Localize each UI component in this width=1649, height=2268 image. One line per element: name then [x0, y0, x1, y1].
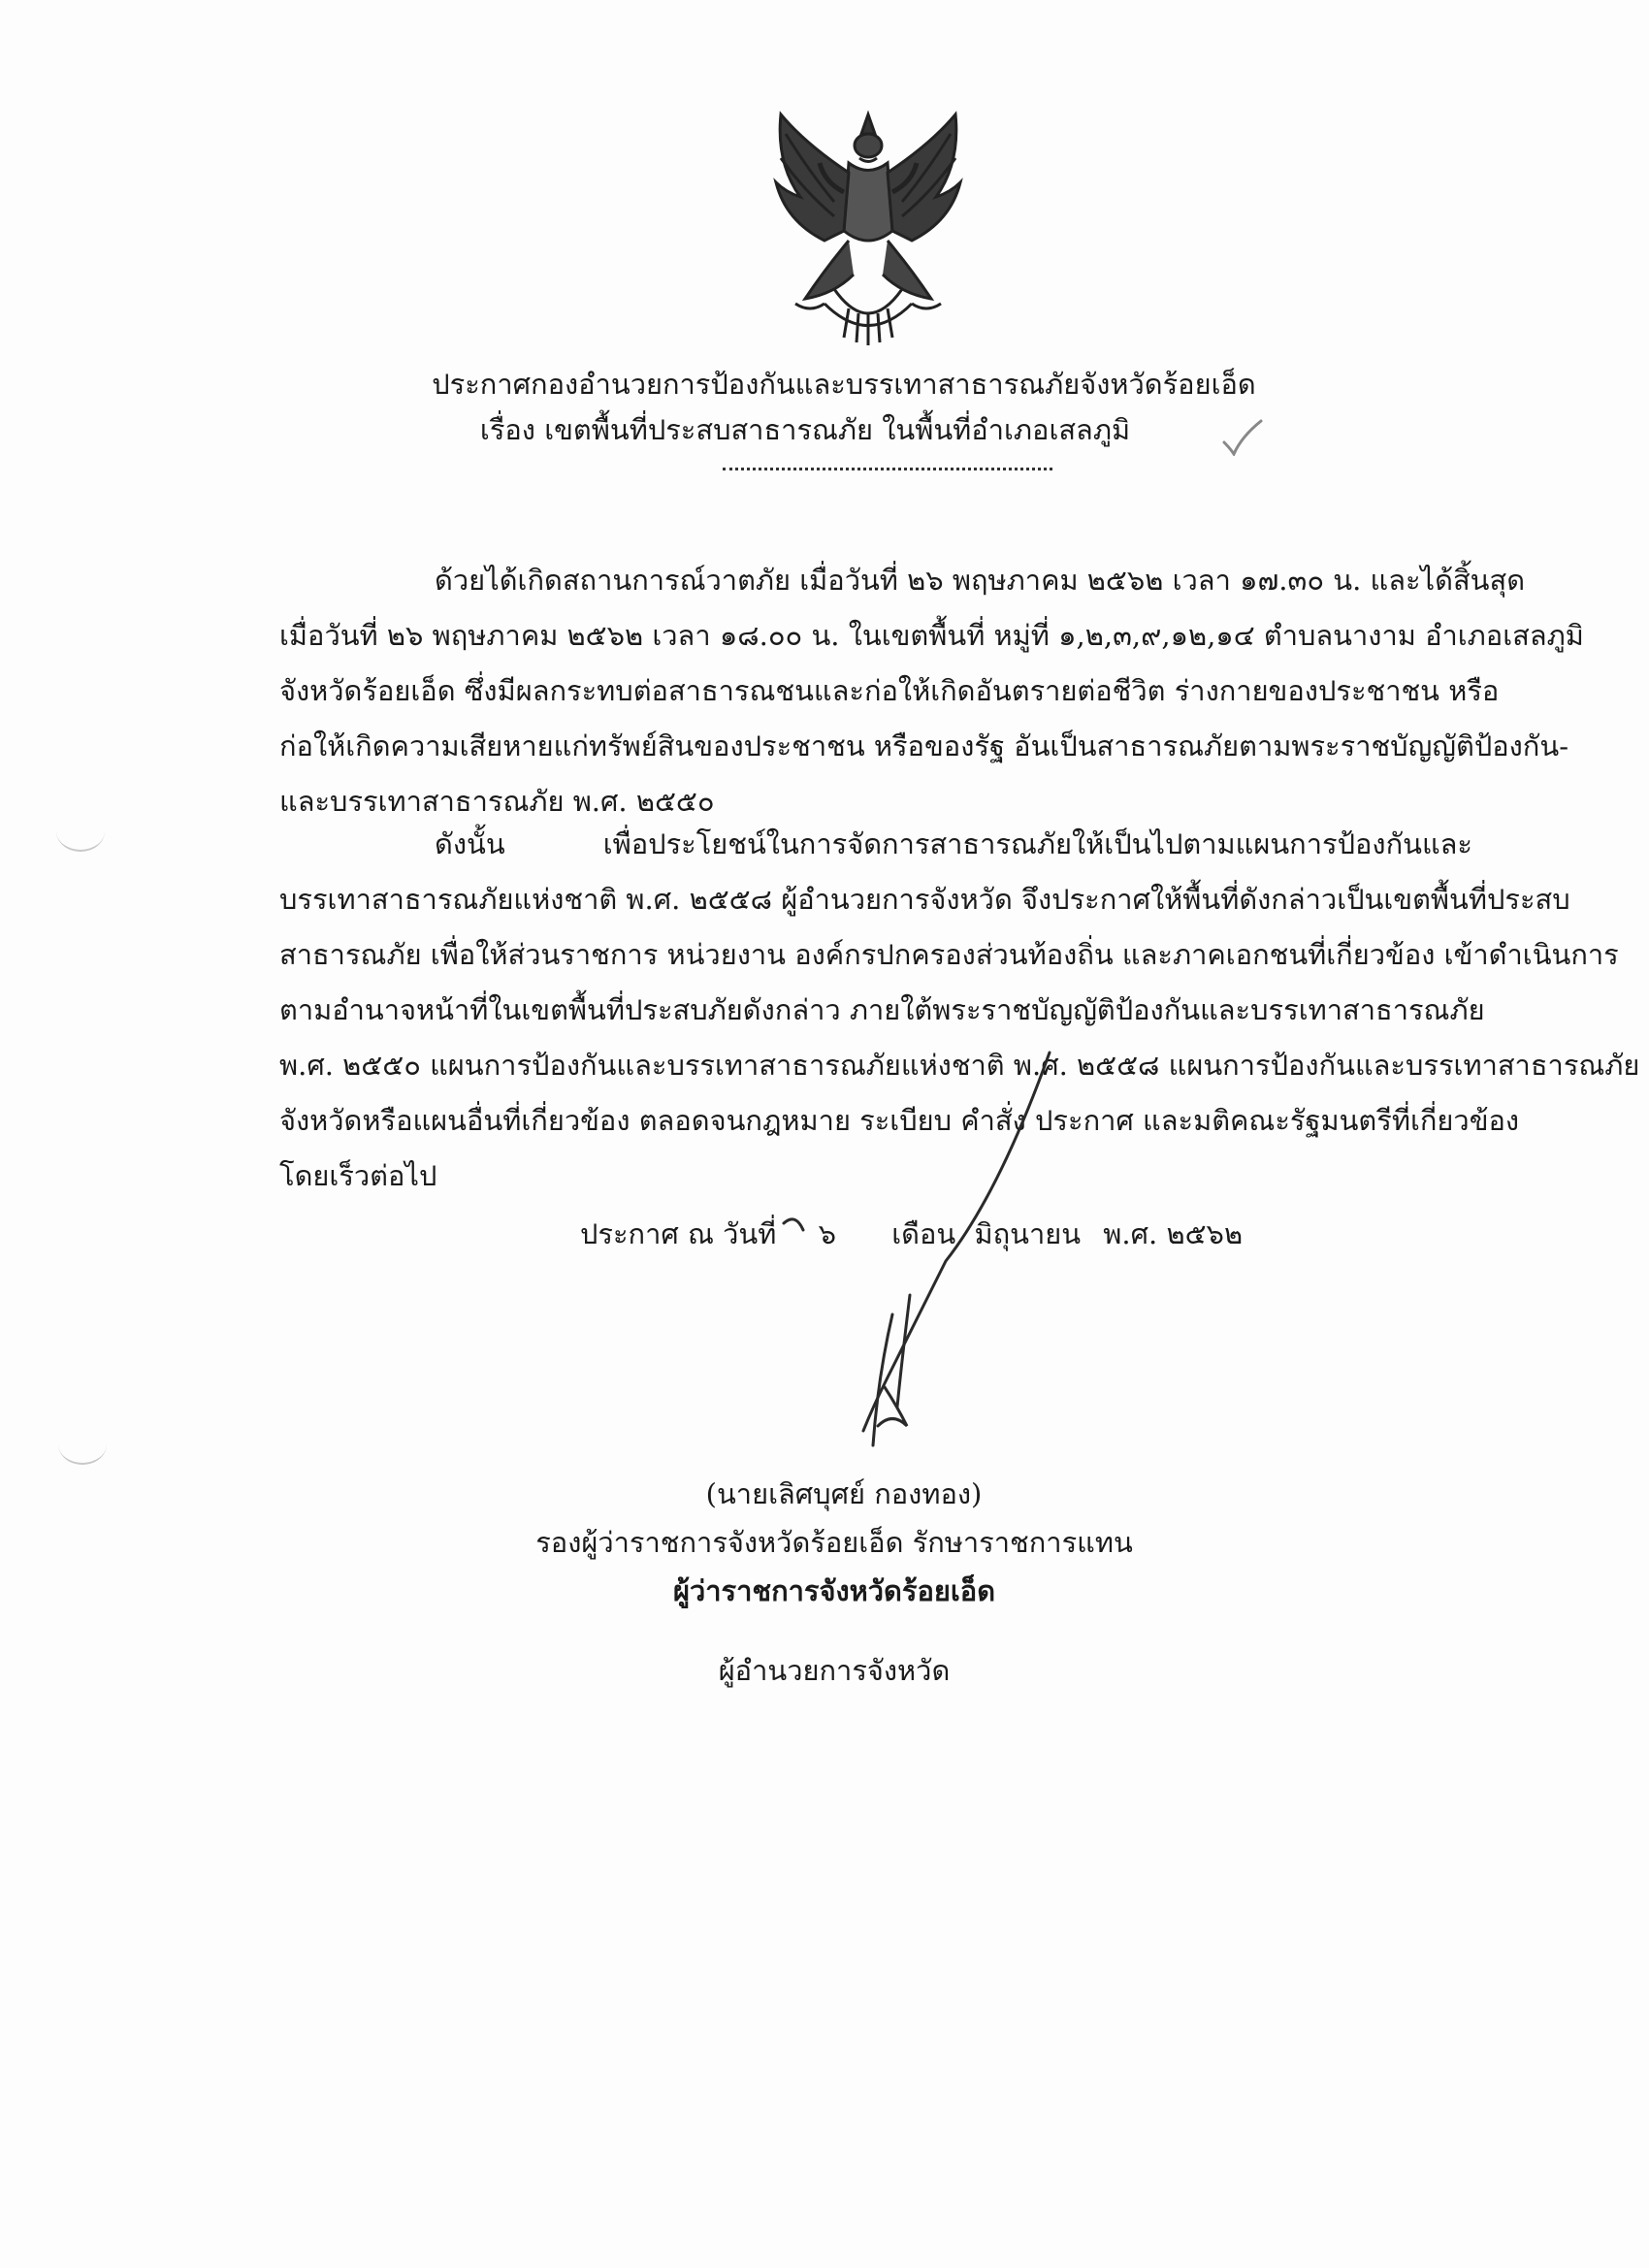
paragraph-line: บรรเทาสาธารณภัยแห่งชาติ พ.ศ. ๒๕๕๘ ผู้อำนวยการจังหวัด จึงประกาศให้พื้นที่ดังกล่าวเป็นเขตพื้นที่ประสบ — [279, 883, 1570, 916]
garuda-emblem-icon — [766, 105, 970, 347]
announcement-subject: เรื่อง เขตพื้นที่ประสบสาธารณภัย ในพื้นที่อำเภอเสลภูมิ — [479, 413, 1131, 446]
signer-name: (นายเลิศบุศย์ กองทอง) — [705, 1477, 983, 1510]
signer-position-2: ผู้ว่าราชการจังหวัดร้อยเอ็ด — [672, 1574, 996, 1607]
signer-position-1: รองผู้ว่าราชการจังหวัดร้อยเอ็ด รักษาราชการแทน — [535, 1526, 1133, 1559]
paragraph-1 — [279, 553, 1584, 829]
dateline-day: ๖ — [818, 1217, 837, 1250]
paragraph-line: ก่อให้เกิดความเสียหายแก่ทรัพย์สินของประชาชน หรือของรัฐ อันเป็นสาธารณภัยตามพระราชบัญญัติป้องกัน- — [279, 729, 1568, 762]
paragraph-2 — [279, 817, 1640, 1204]
paragraph-line: และบรรเทาสาธารณภัย พ.ศ. ๒๕๕๐ — [279, 785, 715, 818]
paragraph-line: จังหวัดหรือแผนอื่นที่เกี่ยวข้อง ตลอดจนกฎหมาย ระเบียบ คำสั่ง ประกาศ และมติคณะรัฐมนตรีที่เกี่ยวข้อง — [279, 1104, 1520, 1137]
paragraph-line: ด้วยได้เกิดสถานการณ์วาตภัย เมื่อวันที่ ๒๖ พฤษภาคม ๒๕๖๒ เวลา ๑๗.๓๐ น. และได้สิ้นสุด — [435, 564, 1526, 597]
dateline-prefix: ประกาศ ณ วันที่ — [580, 1217, 777, 1250]
checkmark-icon — [1220, 417, 1263, 456]
paragraph-line: จังหวัดร้อยเอ็ด ซึ่งมีผลกระทบต่อสาธารณชนและก่อให้เกิดอันตรายต่อชีวิต ร่างกายของประชาชน หรือ — [279, 674, 1500, 707]
paragraph-line: พ.ศ. ๒๕๕๐ แผนการป้องกันและบรรเทาสาธารณภัยแห่งชาติ พ.ศ. ๒๕๕๘ แผนการป้องกันและบรรเทาสาธารณภัย — [279, 1049, 1640, 1082]
announcement-title: ประกาศกองอำนวยการป้องกันและบรรเทาสาธารณภัยจังหวัดร้อยเอ็ด — [432, 368, 1256, 401]
paragraph-line: สาธารณภัย เพื่อให้ส่วนราชการ หน่วยงาน องค์กรปกครองส่วนท้องถิ่น และภาคเอกชนที่เกี่ยวข้อง เข้าดำเนินการ — [279, 938, 1619, 971]
dateline-year: พ.ศ. ๒๕๖๒ — [1103, 1217, 1244, 1250]
paragraph-line: โดยเร็วต่อไป — [279, 1159, 437, 1192]
title-separator — [723, 468, 1052, 470]
dateline-month: มิถุนายน — [974, 1217, 1082, 1250]
signer-role: ผู้อำนวยการจังหวัด — [718, 1654, 951, 1687]
dateline-month-label: เดือน — [891, 1217, 956, 1250]
announcement-dateline — [580, 1215, 1243, 1253]
paragraph-line: ดังนั้น เพื่อประโยชน์ในการจัดการสาธารณภัยให้เป็นไปตามแผนการป้องกันและ — [435, 827, 1472, 860]
punch-hole — [56, 811, 105, 852]
paragraph-line: ตามอำนาจหน้าที่ในเขตพื้นที่ประสบภัยดังกล่าว ภายใต้พระราชบัญญัติป้องกันและบรรเทาสาธารณภัย — [279, 993, 1485, 1026]
punch-hole — [58, 1424, 107, 1465]
paragraph-line: เมื่อวันที่ ๒๖ พฤษภาคม ๒๕๖๒ เวลา ๑๘.๐๐ น. ในเขตพื้นที่ หมู่ที่ ๑,๒,๓,๙,๑๒,๑๔ ตำบลนางาม อำเภอเสลภูมิ — [279, 619, 1584, 652]
